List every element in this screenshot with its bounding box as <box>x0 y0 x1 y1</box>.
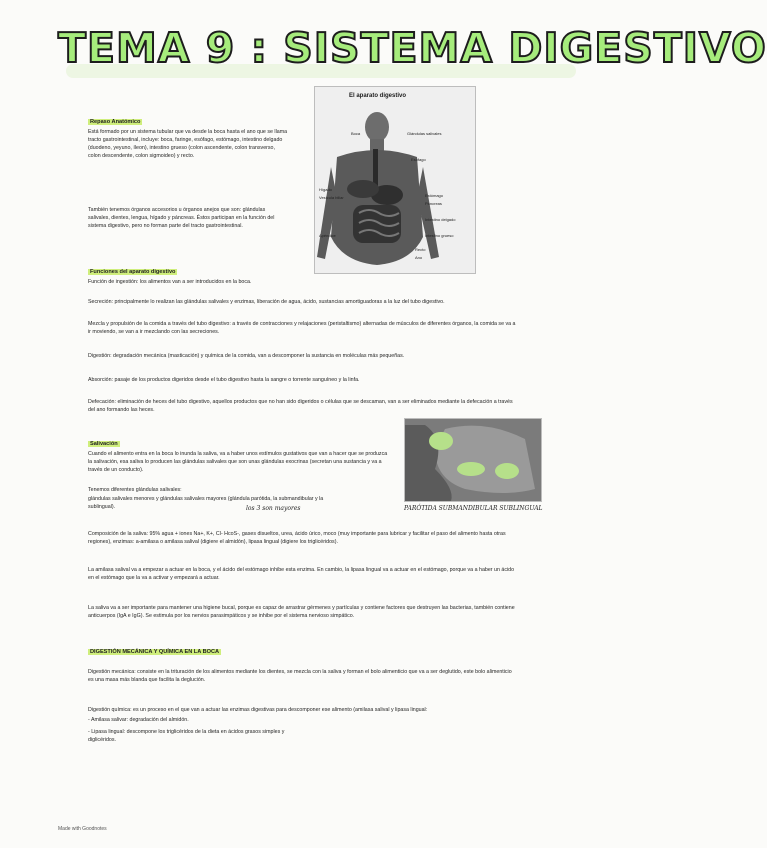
function-secretion: Secreción: principalmente lo realizan las glándulas salivales y enzimas, liberación de agua, ácido, sustancias amortiguadoras a la luz del tubo digestivo. <box>88 299 445 305</box>
label-mouth: Boca <box>351 131 361 136</box>
saliva-amylase: La amilasa salival va a empezar a actuar en la boca, y el ácido del estómago inhibe esta enzima. En cambio, la lipasa lingual va a actuar en el estómago, porque va a haber un ácido en el estómago que la va a activar y empezará a actuar. <box>88 567 515 581</box>
salivation-heading: Salivación <box>90 441 118 447</box>
function-absorption: Absorción: pasaje de los productos digeridos desde el tubo digestivo hasta la sangre o torrente sanguíneo y la linfa. <box>88 377 360 383</box>
salivation-paragraph-2: Tenemos diferentes glándulas salivales: <box>88 487 182 493</box>
label-salivary-glands: Glándulas salivales <box>407 131 442 136</box>
torso-illustration <box>315 87 475 273</box>
label-pancreas: Páncreas <box>425 201 442 206</box>
salivary-figure-caption: PARÓTIDA SUBMANDIBULAR SUBLINGUAL <box>404 505 543 512</box>
page-title <box>58 18 767 78</box>
label-anus: Ano <box>415 255 423 260</box>
function-defecation: Defecación: eliminación de heces del tubo digestivo, aquellos productos que no han sido digeridos o células que se descaman, van a ser eliminados mediante la defecación a través del ano formando las heces. <box>88 399 513 413</box>
label-small-intestine: Intestino delgado <box>425 217 456 222</box>
functions-heading: Funciones del aparato digestivo <box>90 269 176 275</box>
mouth-digestion-heading: DIGESTIÓN MECÁNICA Y QUÍMICA EN LA BOCA <box>90 649 220 655</box>
salivary-glands-figure <box>404 418 542 502</box>
salivation-paragraph-1: Cuando el alimento entra en la boca lo inunda la saliva, va a haber unos estímulos gustativos que van a hacer que se produzca la salivación, esa saliva lo producen las glándulas salivales que son unas glándulas exocrinas (secretan una sustancia y va a través de un conducto). <box>88 451 388 473</box>
function-mixing: Mezcla y propulsión de la comida a través del tubo digestivo: a través de contracciones y relajaciones (peristaltismo) alternadas de músculos de diferentes órganos, la comida se va a ir moviendo, se van a ir mezclando con las secreciones. <box>88 321 516 335</box>
lipase-item: - Lipasa lingual: descompone los triglicéridos de la dieta en ácidos grasos simples y diglicéridos. <box>88 729 285 743</box>
saliva-hygiene: La saliva va a ser importante para mantener una higiene bucal, porque es capaz de arrastrar gérmenes y partículas y contiene factores que destruyen las bacterias, también contiene anticuerpos (IgA e IgG). Se estimula por los nervios parasimpáticos y se inhibe por el sistema nervioso simpático. <box>88 605 515 619</box>
label-liver: Hígado <box>319 187 332 192</box>
label-stomach: Estómago <box>425 193 444 198</box>
mechanical-digestion: Digestión mecánica: consiste en la trituración de los alimentos mediante los dientes, se mezcla con la saliva y forman el bolo alimenticio que va a ser deglutido, este bolo alimenticio es una masa más blanda que facilita la deglución. <box>88 669 512 683</box>
label-rectum: Recto <box>415 247 426 252</box>
label-large-intestine: Intestino grueso <box>425 233 454 238</box>
label-esophagus: Esófago <box>411 157 426 162</box>
function-ingestion: Función de ingestión: los alimentos van a ser introducidos en la boca. <box>88 279 252 285</box>
footer-watermark: Made with Goodnotes <box>58 826 107 832</box>
salivation-paragraph-3: glándulas salivales menores y glándulas salivales mayores (glándula parótida, la submandibular y la sublingual). <box>88 496 324 510</box>
handwritten-note: los 3 son mayores <box>246 505 301 512</box>
amylase-item: - Amilasa salivar: degradación del almidón. <box>88 717 189 723</box>
chemical-digestion: Digestión química: es un proceso en el que van a actuar las enzimas digestivas para descomponer ese alimento (amilasa salival y lipasa lingual: <box>88 707 428 713</box>
label-gallbladder: Vesícula biliar <box>319 195 344 200</box>
label-appendix: Apéndice <box>319 233 336 238</box>
figure-title: El aparato digestivo <box>349 93 407 99</box>
title-text: TEMA 9 : SISTEMA DIGESTIVO <box>58 24 767 72</box>
function-digestion: Digestión: degradación mecánica (masticación) y química de la comida, van a descomponer la sustancia en moléculas más pequeñas. <box>88 353 405 359</box>
section-anatomy-heading: Repaso Anatómico <box>90 119 141 125</box>
anatomy-paragraph-2: También tenemos órganos accesorios u órganos anejos que son: glándulas salivales, dientes, lengua, hígado y páncreas. Éstos participan en la función del sistema digestivo, pero no forman parte del tracto gastrointestinal. <box>88 207 275 229</box>
digestive-system-figure <box>314 86 476 274</box>
salivary-illustration <box>405 419 541 501</box>
saliva-composition: Composición de la saliva: 95% agua + iones Na+, K+, Cl- HcoS-, gases disueltos, urea, ácido úrico, moco (muy importante para lubricar y facilitar el paso del alimento hasta otras regiones), enzimas: a-amilasa o amilasa salival (digiere el almidón), lipasa lingual (digiere los triglicéridos). <box>88 531 506 545</box>
anatomy-paragraph-1: Está formado por un sistema tubular que va desde la boca hasta el ano que se llama tracto gastrointestinal, incluye: boca, faringe, esófago, estómago, intestino delgado (duodeno, yeyuno, íleon), intestino grueso (colon ascendente, colon transverso, colon descendente, colon sigmoideo) y recto. <box>88 129 288 159</box>
